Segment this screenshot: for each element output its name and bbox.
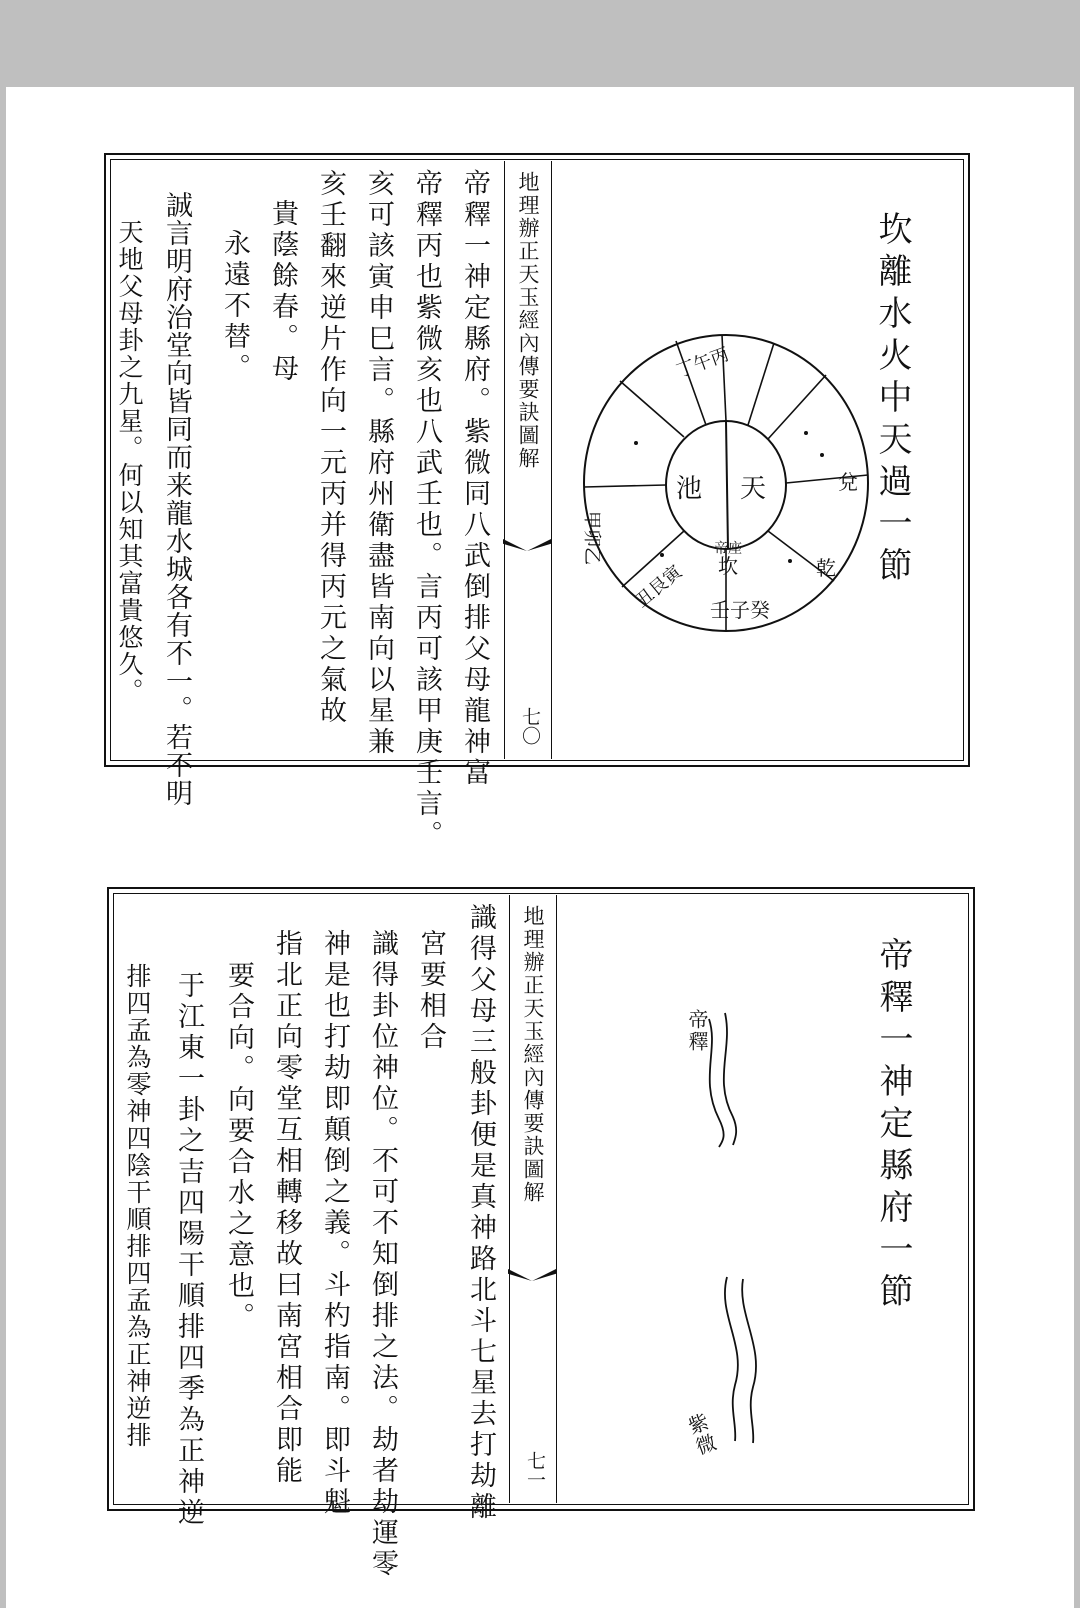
text-column: 帝釋丙也紫微亥也八武壬也。言丙可該甲庚壬言。 [411,169,442,851]
figure-label: 帝釋 [685,1009,709,1053]
text-column: 貴蔭餘春。母 [267,199,298,385]
page-number: 七一 [524,1451,546,1489]
wheel-label: 兌 [838,470,858,494]
text-column: 亥可該寅申巳言。縣府州衛盡皆南向以星兼 [363,169,394,758]
text-column: 要合向。向要合水之意也。 [223,961,254,1333]
page-gutter [504,161,552,759]
text-column: 于江東一卦之吉四陽干順排四季為正神逆 [173,971,204,1529]
book-title: 地理辦正天玉經內傳要訣圖解 [516,171,540,470]
figure-title: 坎離水火中天過一節 [872,211,912,589]
page-70 [104,153,970,851]
text-column: 亥壬翻來逆片作向一元丙并得丙元之氣故 [315,169,346,727]
text-column: 識得父母三般卦便是真神路北斗七星去打劫離 [465,903,496,1523]
text-column: 天地父母卦之九星。何以知其富貴悠久。 [115,219,144,705]
wheel-label: 乾 [816,556,836,580]
wheel-label: 帝座 [714,541,742,557]
wheel-label: 甲卯乙 [581,511,602,565]
wheel-center-right: 天 [740,474,767,504]
wheel-label: 壬子癸 [710,598,770,622]
lower-stream-sketch [707,1275,797,1445]
wheel-label: 丑艮寅 [631,561,687,613]
text-column: 神是也打劫即顛倒之義。斗杓指南。即斗魁 [319,929,350,1518]
compass-wheel-diagram [576,325,876,635]
text-column: 誠言明府治堂向皆同而来龍水城各有不一。若不明 [161,191,192,807]
page-71 [107,887,975,1580]
text-column: 指北正向零堂互相轉移故曰南宮相合即能 [271,929,302,1487]
wheel-label: 坎 [718,554,738,578]
fishtail-mark [503,539,551,551]
wheel-center-left: 池 [676,474,703,504]
book-title: 地理辦正天玉經內傳要訣圖解 [521,905,545,1204]
page-number: 七〇 [519,707,541,745]
page-gutter [509,895,557,1503]
fishtail-mark [508,1269,556,1281]
text-column: 宮要相合 [415,929,446,1053]
wheel-label: 丁午丙 [673,343,732,383]
text-column: 排四孟為零神四陰干順排四孟為正神逆排 [123,963,152,1449]
scan-sheet [6,87,1074,1608]
figure-label: 紫微 [682,1410,720,1460]
text-column: 永遠不替。 [219,229,250,384]
text-column: 識得卦位神位。不可不知倒排之法。劫者劫運零 [367,929,398,1580]
text-column: 帝釋一神定縣府。紫微同八武倒排父母龍神富 [459,169,490,789]
figure-title: 帝釋一神定縣府一節 [873,937,913,1315]
